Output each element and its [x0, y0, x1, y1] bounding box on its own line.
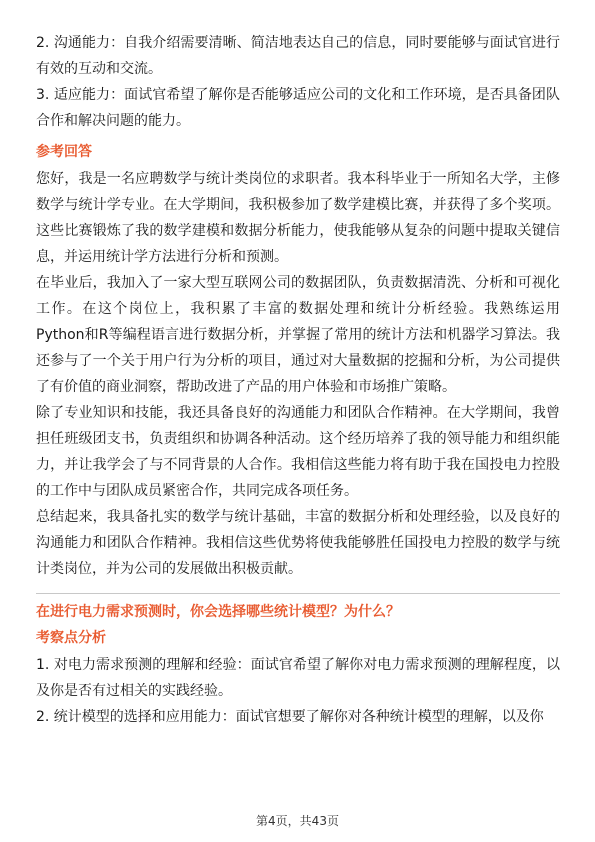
answer-paragraph-summary: 总结起来，我具备扎实的数学与统计基础，丰富的数据分析和处理经验，以及良好的沟通能力和团队合作精神。我相信这些优势将使我能够胜任国投电力控股的数学与统计类岗位，并为公司的发展做出积极贡献。: [36, 509, 560, 577]
answer-paragraph-teamwork: 除了专业知识和技能，我还具备良好的沟通能力和团队合作精神。在大学期间，我曾担任班级团支书，负责组织和协调各种活动。这个经历培养了我的领导能力和组织能力，并让我学会了与不同背景的人合作。我相信这些能力将有助于我在国投电力控股的工作中与团队成员紧密合作，共同完成各项任务。: [36, 405, 560, 499]
document-page: [36, 30, 560, 730]
question-title: 在进行电力需求预测时，你会选择哪些统计模型？为什么？: [36, 604, 400, 620]
section-divider: [36, 593, 560, 594]
analysis-point-understanding: 1. 对电力需求预测的理解和经验：面试官希望了解你对电力需求预测的理解程度，以及你是否有过相关的实践经验。: [36, 657, 560, 699]
page-number: 第4页，共43页: [256, 814, 339, 828]
ability-point-communication: 2. 沟通能力：自我介绍需要清晰、简洁地表达自己的信息，同时要能够与面试官进行有效的互动和交流。: [36, 35, 560, 77]
analysis-heading: 考察点分析: [36, 630, 106, 646]
answer-paragraph-intro: 您好，我是一名应聘数学与统计类岗位的求职者。我本科毕业于一所知名大学，主修数学与统计学专业。在大学期间，我积极参加了数学建模比赛，并获得了多个奖项。这些比赛锻炼了我的数学建模和数据分析能力，使我能够从复杂的问题中提取关键信息，并运用统计学方法进行分析和预测。: [36, 171, 560, 265]
reference-answer-heading: 参考回答: [36, 144, 92, 160]
answer-paragraph-experience: 在毕业后，我加入了一家大型互联网公司的数据团队，负责数据清洗、分析和可视化工作。在这个岗位上，我积累了丰富的数据处理和统计分析经验。我熟练运用Python和R等编程语言进行数据分析，并掌握了常用的统计方法和机器学习算法。我还参与了一个关于用户行为分析的项目，通过对大量数据的挖掘和分析，为公司提供了有价值的商业洞察，帮助改进了产品的用户体验和市场推广策略。: [36, 275, 560, 395]
ability-point-adaptability: 3. 适应能力：面试官希望了解你是否能够适应公司的文化和工作环境，是否具备团队合作和解决问题的能力。: [36, 87, 560, 129]
analysis-point-model-selection: 2. 统计模型的选择和应用能力：面试官想要了解你对各种统计模型的理解，以及你: [36, 709, 544, 725]
